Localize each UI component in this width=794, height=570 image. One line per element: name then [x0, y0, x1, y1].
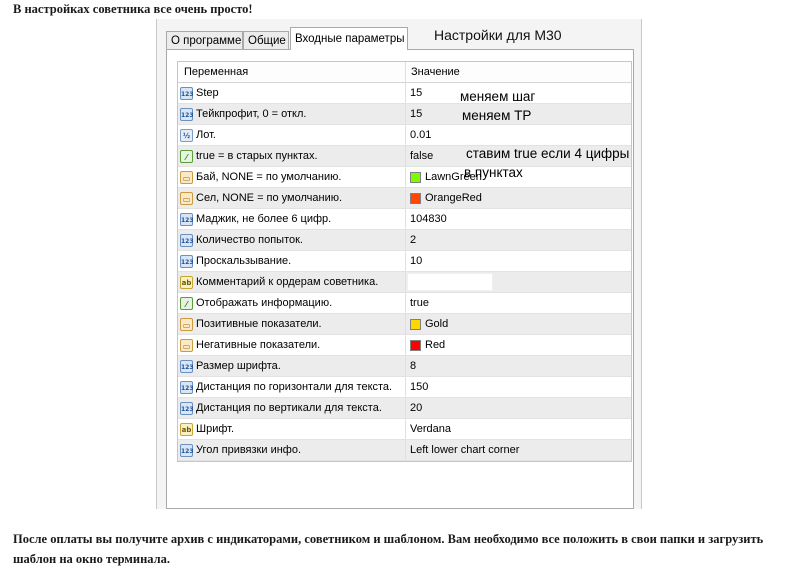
int-icon: 123: [180, 234, 193, 247]
parameter-row[interactable]: [178, 314, 631, 335]
parameter-value-cell[interactable]: [406, 272, 493, 292]
parameter-name-cell: [178, 188, 406, 208]
config-title: Настройки для М30: [434, 27, 562, 43]
parameter-name-cell: [178, 293, 406, 313]
parameter-value-cell[interactable]: [406, 209, 447, 229]
parameter-name-cell: [178, 314, 406, 334]
parameter-value-cell[interactable]: [406, 104, 422, 124]
parameter-name: Количество попыток.: [196, 233, 303, 246]
annotation-tp: меняем TP: [462, 108, 532, 123]
parameter-name: Дистанция по вертикали для текста.: [196, 401, 382, 414]
parameter-name: Размер шрифта.: [196, 359, 281, 372]
parameter-name: Шрифт.: [196, 422, 235, 435]
int-icon: 123: [180, 108, 193, 121]
parameter-name: Комментарий к ордерам советника.: [196, 275, 379, 288]
int-icon: 123: [180, 255, 193, 268]
parameter-name-cell: [178, 83, 406, 103]
parameter-name-cell: [178, 251, 406, 271]
parameter-name-cell: [178, 356, 406, 376]
parameter-name: Позитивные показатели.: [196, 317, 322, 330]
parameter-row[interactable]: [178, 293, 631, 314]
parameter-value-cell[interactable]: [406, 146, 433, 166]
parameter-value: Left lower chart corner: [410, 443, 520, 456]
parameter-row[interactable]: [178, 398, 631, 419]
column-header-value[interactable]: Значение: [411, 66, 460, 78]
column-header-variable[interactable]: Переменная: [178, 62, 406, 82]
parameter-name: Бай, NONE = по умолчанию.: [196, 170, 342, 183]
parameter-name-cell: [178, 272, 406, 292]
int-icon: 123: [180, 213, 193, 226]
parameter-value-cell[interactable]: [406, 83, 422, 103]
string-icon: ab: [180, 276, 193, 289]
page-footer-text: После оплаты вы получите архив с индикаторами, советником и шаблоном. Вам необходимо все положить в свои папки и загрузить шаблон на окно терминала.: [13, 532, 764, 566]
parameter-value: 20: [410, 401, 423, 414]
parameter-value: 8: [410, 359, 417, 372]
tab-inputs[interactable]: Входные параметры: [290, 27, 408, 50]
parameter-name: Тейкпрофит, 0 = откл.: [196, 107, 307, 120]
parameter-name-cell: [178, 167, 406, 187]
parameter-name: Лот.: [196, 128, 216, 141]
parameter-name-cell: [178, 377, 406, 397]
int-icon: 123: [180, 360, 193, 373]
parameter-value-cell[interactable]: [406, 188, 482, 208]
color-icon: ▭: [180, 339, 193, 352]
parameter-name: true = в старых пунктах.: [196, 149, 318, 162]
parameter-name: Маджик, не более 6 цифр.: [196, 212, 332, 225]
annotation-step: меняем шаг: [460, 89, 536, 104]
parameter-row[interactable]: [178, 272, 631, 293]
parameter-name-cell: [178, 125, 406, 145]
parameter-row[interactable]: [178, 230, 631, 251]
parameter-name-cell: [178, 419, 406, 439]
parameter-value: 2: [410, 233, 417, 246]
parameter-row[interactable]: [178, 104, 631, 125]
parameter-name-cell: [178, 440, 406, 460]
parameter-row[interactable]: [178, 440, 631, 461]
int-icon: 123: [180, 444, 193, 457]
parameter-name-cell: [178, 230, 406, 250]
double-icon: ½: [180, 129, 193, 142]
parameter-name-cell: [178, 104, 406, 124]
parameter-value-cell[interactable]: [406, 419, 451, 439]
parameter-value: Red: [425, 338, 446, 351]
parameter-value-cell[interactable]: [406, 356, 416, 376]
parameter-row[interactable]: [178, 335, 631, 356]
parameters-grid: [177, 61, 632, 462]
annotation-points: в пунктах: [464, 165, 523, 180]
color-swatch: [410, 172, 421, 183]
parameter-value: 150: [410, 380, 429, 393]
parameter-row[interactable]: [178, 167, 631, 188]
parameter-name: Угол привязки инфо.: [196, 443, 302, 456]
parameter-row[interactable]: [178, 419, 631, 440]
parameter-value-cell[interactable]: [406, 251, 422, 271]
parameter-value: true: [410, 296, 429, 309]
parameter-name: Step: [196, 86, 219, 99]
color-icon: ▭: [180, 192, 193, 205]
parameter-value-cell[interactable]: [406, 293, 429, 313]
parameter-name: Проскальзывание.: [196, 254, 292, 267]
parameter-name-cell: [178, 146, 406, 166]
tab-about[interactable]: О программе: [166, 31, 243, 49]
parameter-value: 15: [410, 107, 423, 120]
color-icon: ▭: [180, 171, 193, 184]
parameter-value-cell[interactable]: [406, 398, 422, 418]
color-swatch: [410, 319, 421, 330]
parameter-name-cell: [178, 209, 406, 229]
parameter-value-cell[interactable]: [406, 314, 448, 334]
parameter-row[interactable]: [178, 209, 631, 230]
parameter-row[interactable]: [178, 125, 631, 146]
parameter-name-cell: [178, 398, 406, 418]
bool-icon: ⁄: [180, 150, 193, 163]
color-swatch: [410, 340, 421, 351]
int-icon: 123: [180, 402, 193, 415]
parameter-value: Gold: [425, 317, 449, 330]
parameter-value: 15: [410, 86, 423, 99]
bool-icon: ⁄: [180, 297, 193, 310]
parameter-value: false: [410, 149, 434, 162]
string-icon: ab: [180, 423, 193, 436]
int-icon: 123: [180, 381, 193, 394]
parameter-name: Сел, NONE = по умолчанию.: [196, 191, 343, 204]
comment-input[interactable]: [407, 273, 493, 291]
parameter-value: 0.01: [410, 128, 432, 141]
annotation-true: ставим true если 4 цифры: [466, 146, 630, 161]
inputs-panel: [166, 49, 634, 509]
expert-properties-window: [156, 19, 642, 509]
parameter-name: Отображать информацию.: [196, 296, 333, 309]
parameter-value: 10: [410, 254, 423, 267]
parameter-row[interactable]: [178, 356, 631, 377]
parameter-value-cell[interactable]: [406, 377, 428, 397]
parameter-value-cell[interactable]: [406, 335, 445, 355]
parameter-value: LawnGreen: [425, 170, 482, 183]
page-heading: В настройках советника все очень просто!: [13, 2, 253, 16]
parameter-row[interactable]: [178, 188, 631, 209]
parameter-value-cell[interactable]: [406, 230, 416, 250]
parameter-value-cell[interactable]: [406, 125, 431, 145]
parameter-value-cell[interactable]: [406, 440, 519, 460]
parameter-name: Дистанция по горизонтали для текста.: [196, 380, 393, 393]
parameter-value: Verdana: [410, 422, 451, 435]
parameter-value: 104830: [410, 212, 447, 225]
parameter-name-cell: [178, 335, 406, 355]
int-icon: 123: [180, 87, 193, 100]
color-icon: ▭: [180, 318, 193, 331]
parameter-row[interactable]: [178, 251, 631, 272]
color-swatch: [410, 193, 421, 204]
parameter-row[interactable]: [178, 377, 631, 398]
parameter-value: OrangeRed: [425, 191, 482, 204]
grid-header: [178, 62, 631, 83]
parameter-name: Негативные показатели.: [196, 338, 321, 351]
tab-common[interactable]: Общие: [243, 31, 289, 49]
parameter-row[interactable]: [178, 83, 631, 104]
